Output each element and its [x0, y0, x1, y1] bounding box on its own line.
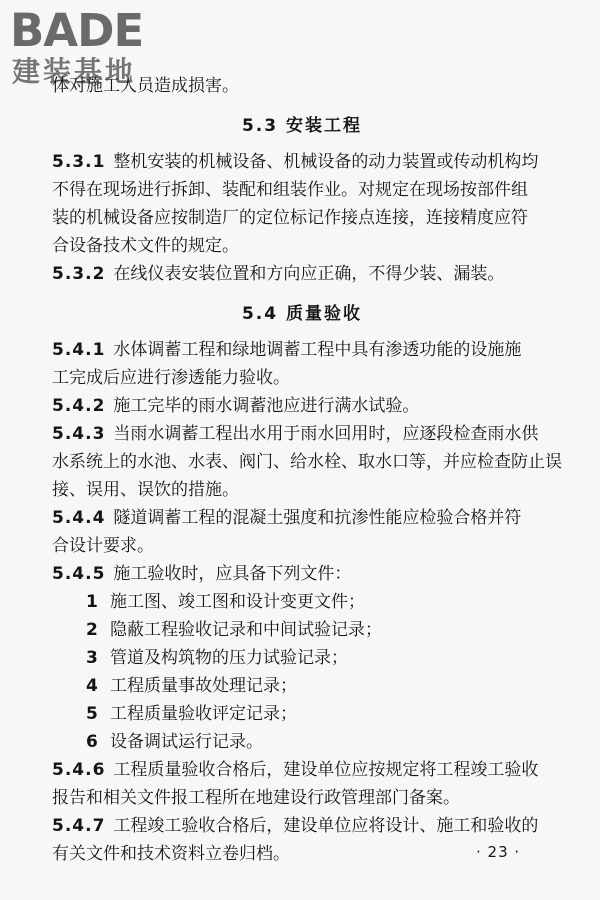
clause-5-3-1-line-2: 不得在现场进行拆卸、装配和组装作业。对规定在现场按部件组	[52, 180, 528, 200]
clause-5-4-7-line-2: 有关文件和技术资料立卷归档。	[52, 844, 290, 864]
list-text: 施工图、竣工图和设计变更文件；	[110, 592, 365, 612]
clause-text: 整机安装的机械设备、机械设备的动力装置或传动机构均	[113, 152, 539, 172]
clause-text: 施工完毕的雨水调蓄池应进行满水试验。	[113, 396, 420, 416]
list-text: 设备调试运行记录。	[110, 732, 263, 752]
list-number: 6	[86, 732, 98, 752]
list-number: 4	[86, 676, 98, 696]
required-document-item	[52, 672, 552, 700]
clause-text: 水体调蓄工程和绿地调蓄工程中具有渗透功能的设施施	[113, 340, 522, 360]
clause-5-3-2	[52, 260, 552, 288]
required-document-item	[52, 588, 552, 616]
clause-5-4-5	[52, 560, 552, 756]
clause-number: 5.4.7	[52, 816, 106, 836]
clause-5-4-4-line-1	[52, 504, 552, 532]
document-content	[52, 72, 562, 868]
clause-5-4-3	[52, 420, 562, 504]
clause-text: 隧道调蓄工程的混凝土强度和抗渗性能应检验合格并符	[113, 508, 522, 528]
page-number: · 23 ·	[476, 843, 521, 861]
clause-5-4-3-line-3: 接、误用、误饮的措施。	[52, 480, 239, 500]
logo-main-text: BADE	[10, 4, 144, 57]
list-text: 工程质量验收评定记录；	[110, 704, 297, 724]
clause-5-4-1	[52, 336, 552, 392]
clause-5-4-1-line-2: 工完成后应进行渗透能力验收。	[52, 368, 290, 388]
list-number: 2	[86, 620, 98, 640]
clause-text: 工程质量验收合格后，建设单位应按规定将工程竣工验收	[113, 760, 539, 780]
clause-number: 5.4.4	[52, 508, 106, 528]
clause-text: 施工验收时，应具备下列文件：	[113, 564, 352, 584]
clause-5-3-1-line-4: 合设备技术文件的规定。	[52, 236, 239, 256]
section-5-4-title: 5.4 质量验收	[241, 304, 363, 324]
clause-text: 当雨水调蓄工程出水用于雨水回用时，应逐段检查雨水供	[113, 424, 539, 444]
list-number: 3	[86, 648, 98, 668]
clause-number: 5.4.1	[52, 340, 106, 360]
required-document-item	[52, 728, 552, 756]
clause-5-4-3-line-1	[52, 420, 552, 448]
clause-5-4-2-line-1	[52, 392, 552, 420]
required-document-item	[52, 616, 552, 644]
required-document-item	[52, 700, 552, 728]
clause-5-4-3-line-2: 水系统上的水池、水表、阀门、给水栓、取水口等，并应检查防止误	[52, 452, 562, 472]
intro-fragment: 体对施工人员造成损害。	[52, 76, 239, 96]
clause-5-4-2	[52, 392, 552, 420]
clause-5-3-1-line-3: 装的机械设备应按制造厂的定位标记作接点连接，连接精度应符	[52, 208, 528, 228]
clause-number: 5.3.2	[52, 264, 106, 284]
clause-5-4-6-line-1	[52, 756, 552, 784]
logo-sub-text: 建装基地	[12, 55, 137, 88]
list-number: 1	[86, 592, 98, 612]
clause-5-3-1-line-1	[52, 148, 552, 176]
clause-number: 5.4.5	[52, 564, 106, 584]
clause-5-4-5-line-1	[52, 560, 552, 588]
clause-text: 工程竣工验收合格后，建设单位应将设计、施工和验收的	[113, 816, 539, 836]
clause-number: 5.3.1	[52, 152, 106, 172]
list-text: 工程质量事故处理记录；	[110, 676, 297, 696]
clause-number: 5.4.6	[52, 760, 106, 780]
list-text: 隐蔽工程验收记录和中间试验记录；	[110, 620, 382, 640]
clause-5-4-4	[52, 504, 552, 560]
clause-number: 5.4.3	[52, 424, 106, 444]
clause-5-4-6	[52, 756, 552, 812]
list-text: 管道及构筑物的压力试验记录；	[110, 648, 348, 668]
clause-number: 5.4.2	[52, 396, 106, 416]
clause-5-3-2-line-1	[52, 260, 552, 288]
clause-5-4-6-line-2: 报告和相关文件报工程所在地建设行政管理部门备案。	[52, 788, 460, 808]
required-document-item	[52, 644, 552, 672]
clause-5-3-1	[52, 148, 552, 260]
list-number: 5	[86, 704, 98, 724]
clause-text: 在线仪表安装位置和方向应正确，不得少装、漏装。	[113, 264, 505, 284]
clause-5-4-1-line-1	[52, 336, 552, 364]
section-5-3-title: 5.3 安装工程	[241, 116, 363, 136]
clause-5-4-4-line-2: 合设计要求。	[52, 536, 154, 556]
clause-5-4-7-line-1	[52, 812, 552, 840]
